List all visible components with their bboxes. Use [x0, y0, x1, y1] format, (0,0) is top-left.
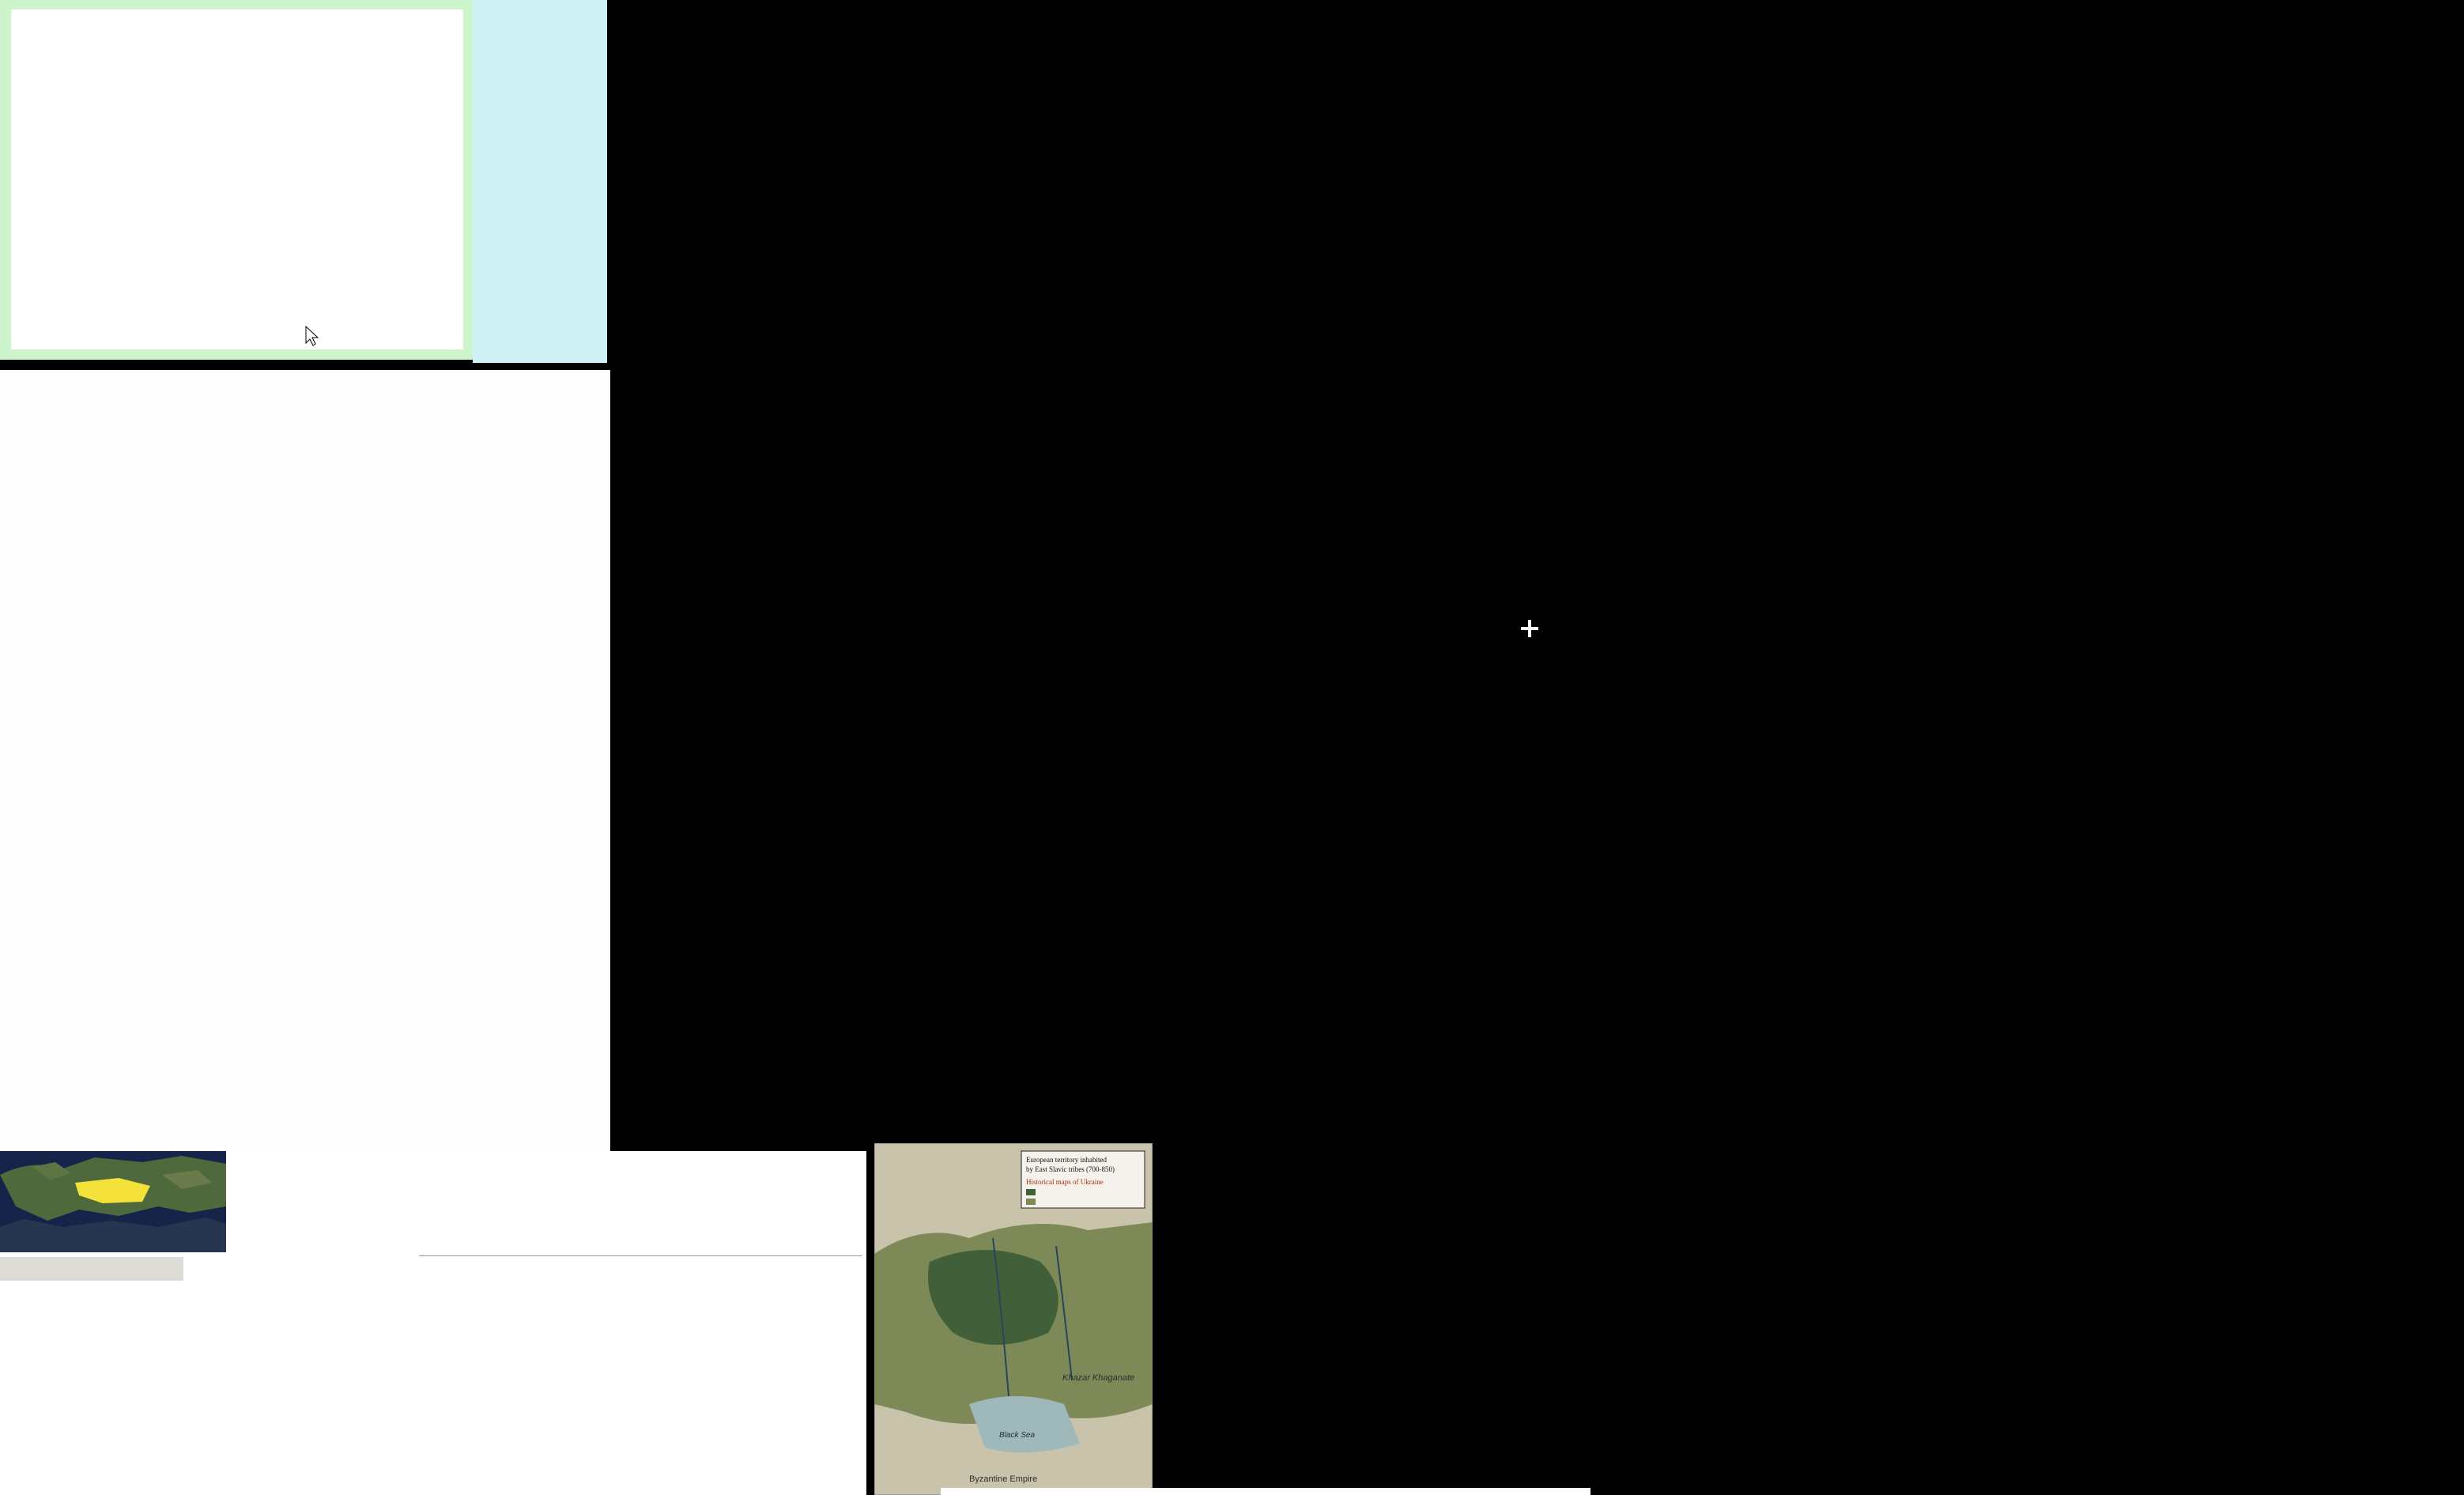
- europe-satellite-map: [0, 1151, 226, 1252]
- map-legend-title-1: European territory inhabited: [1026, 1156, 1107, 1164]
- black-sea-label: Black Sea: [999, 1431, 1036, 1440]
- alans-article-page: [0, 1151, 866, 1495]
- arrow-cursor-icon: [305, 326, 319, 346]
- map-legend-subtitle: Historical maps of Ukraine: [1026, 1178, 1104, 1186]
- divider: [419, 1255, 862, 1256]
- khazar-label: Khazar Khaganate: [1062, 1373, 1135, 1383]
- map-legend-title-2: by East Slavic tribes (700-850): [1026, 1165, 1115, 1173]
- east-slavic-tribes-map: [874, 1143, 1153, 1495]
- map-fragment: [0, 1257, 183, 1281]
- bottom-strip: [941, 1488, 1590, 1495]
- cell-cursor-icon: [1519, 618, 1540, 639]
- byzantine-label: Byzantine Empire: [969, 1474, 1038, 1484]
